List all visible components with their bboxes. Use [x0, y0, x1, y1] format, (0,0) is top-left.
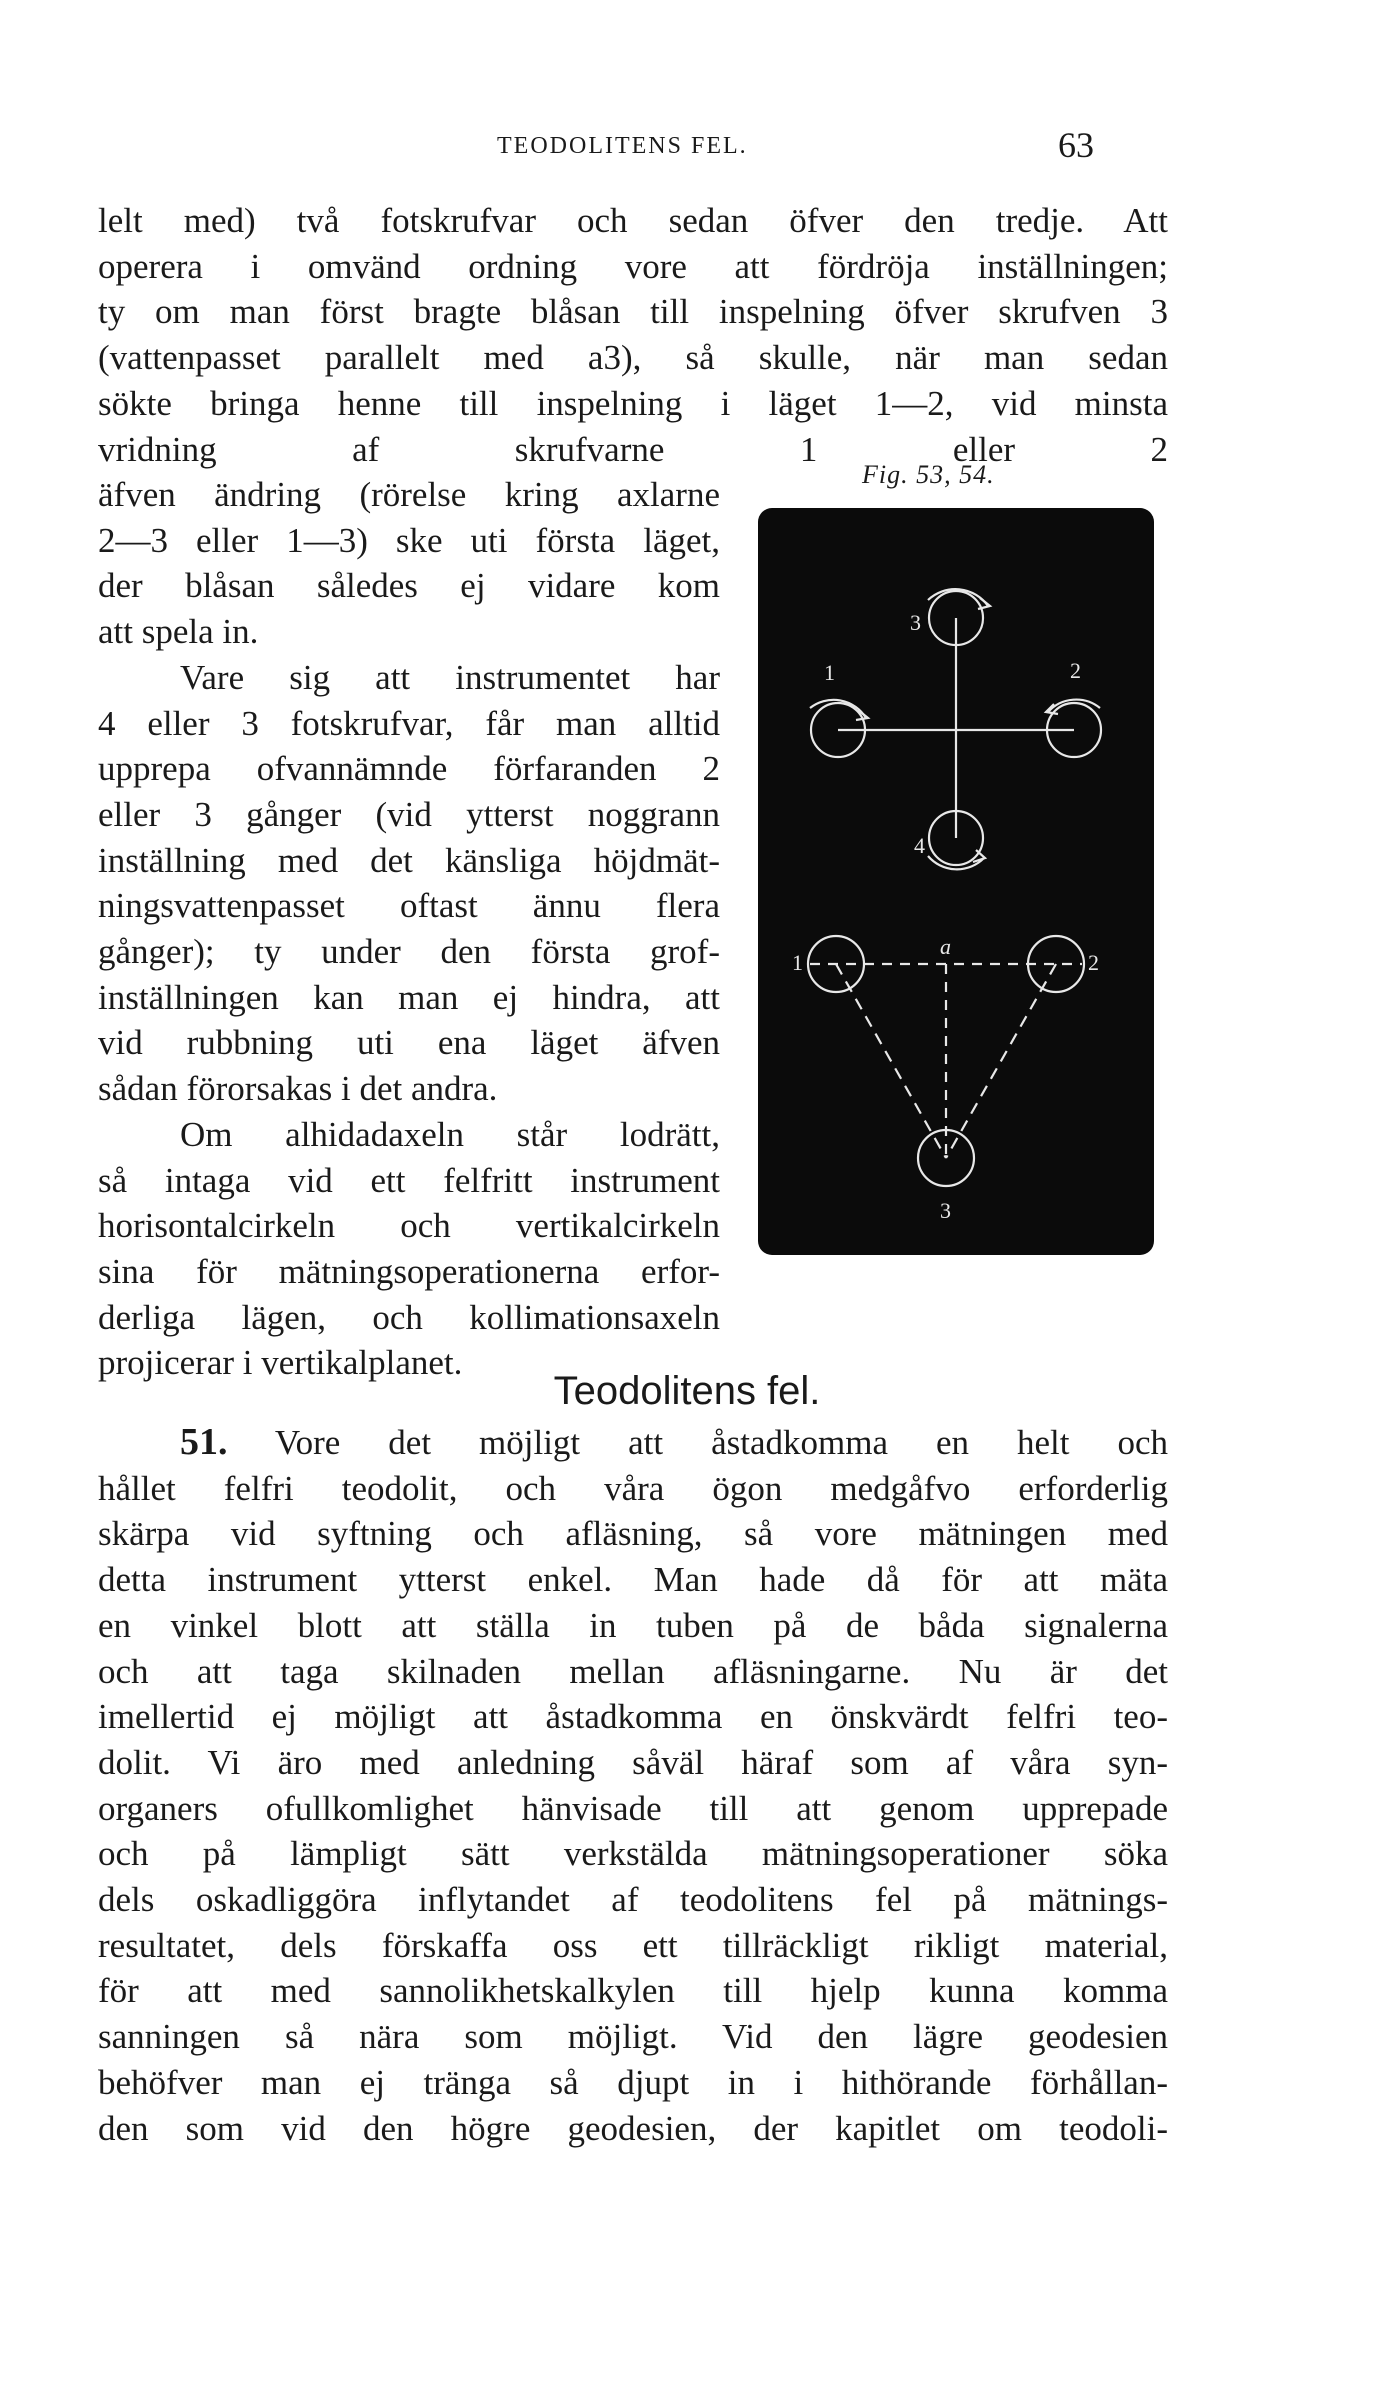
text-line: dels oskadliggöra inflytandet af teodolitens fel på mätnings-	[98, 1880, 1168, 1920]
label-4: 4	[914, 833, 925, 858]
text-line: operera i omvänd ordning vore att fördröja inställningen;	[98, 246, 1168, 286]
text-line: för att med sannolikhetskalkylen till hjelp kunna komma	[98, 1971, 1168, 2011]
text-line: organers ofullkomlighet hänvisade till att genom upprepade	[98, 1788, 1168, 1828]
text-line: att spela in.	[98, 612, 259, 652]
text-line: inställningen kan man ej hindra, att	[98, 977, 720, 1017]
running-title: TEODOLITENS FEL.	[497, 133, 748, 159]
text-line: der blåsan således ej vidare kom	[98, 566, 720, 606]
text-line: sina för mätningsoperationerna erfor-	[98, 1251, 720, 1291]
text-line: resultatet, dels förskaffa oss ett tillräckligt rikligt material,	[98, 1925, 1168, 1965]
label-3: 3	[910, 610, 921, 635]
text-line: lelt med) två fotskrufvar och sedan öfver den tredje. Att	[98, 201, 1168, 240]
text-line: ty om man först bragte blåsan till inspelning öfver skrufven 3	[98, 292, 1168, 332]
section-heading: Teodolitens fel.	[553, 1369, 821, 1414]
text-line: Vare sig att instrumentet har	[180, 657, 720, 697]
page-number: 63	[1058, 125, 1094, 165]
text-line: imellertid ej möjligt att åstadkomma en önskvärdt felfri teo-	[98, 1697, 1168, 1737]
text-line-content: Vore det möjligt att åstadkomma en helt och	[274, 1423, 1169, 1462]
text-line: (vattenpasset parallelt med a3), så skulle, när man sedan	[98, 338, 1168, 378]
section-51-text	[98, 1420, 1168, 2151]
figure-caption: Fig. 53, 54.	[862, 460, 995, 489]
dashed-triangle-side	[836, 964, 946, 1158]
figure-drawing	[758, 508, 1154, 1255]
text-line: inställning med det känsliga höjdmät-	[98, 840, 720, 880]
text-line: vridning af skrufvarne 1 eller 2	[98, 429, 1168, 469]
label-a: a	[940, 934, 951, 959]
text-line: detta instrument ytterst enkel. Man hade då för att mäta	[98, 1560, 1168, 1600]
text-line	[98, 1420, 1168, 1466]
text-line: ningsvattenpasset oftast ännu flera	[98, 886, 720, 926]
text-line: och på lämpligt sätt verkstälda mätningsoperationer söka	[98, 1834, 1168, 1874]
leveling-screw-figure	[758, 508, 1154, 1255]
text-line: sanningen så nära som möjligt. Vid den lägre geodesien	[98, 2017, 1168, 2057]
text-line: och att taga skilnaden mellan afläsningarne. Nu är det	[98, 1651, 1168, 1691]
text-line: behöfver man ej tränga så djupt in i hithörande förhållan-	[98, 2062, 1168, 2102]
text-line: dolit. Vi äro med anledning såväl häraf som af våra syn-	[98, 1742, 1168, 1782]
text-line: upprepa ofvannämnde förfaranden 2	[98, 749, 720, 789]
paragraph-number: 51.	[180, 1421, 228, 1463]
label-2: 2	[1070, 658, 1081, 683]
text-line: skärpa vid syftning och afläsning, så vore mätningen med	[98, 1514, 1168, 1554]
text-line: horisontalcirkeln och vertikalcirkeln	[98, 1206, 720, 1246]
label-1: 1	[792, 950, 803, 975]
text-line: den som vid den högre geodesien, der kapitlet om teodoli-	[98, 2108, 1168, 2148]
text-line: derliga lägen, och kollimationsaxeln	[98, 1297, 720, 1337]
text-line: äfven ändring (rörelse kring axlarne	[98, 475, 720, 514]
text-line: Om alhidadaxeln står lodrätt,	[180, 1114, 720, 1154]
text-line: 2—3 eller 1—3) ske uti första läget,	[98, 520, 720, 560]
label-3: 3	[940, 1198, 951, 1223]
text-line: hållet felfri teodolit, och våra ögon medgåfvo erforderlig	[98, 1468, 1168, 1508]
text-line: 4 eller 3 fotskrufvar, får man alltid	[98, 703, 720, 743]
label-2: 2	[1088, 950, 1099, 975]
text-line: sådan förorsakas i det andra.	[98, 1069, 498, 1109]
text-line: sökte bringa henne till inspelning i läget 1—2, vid minsta	[98, 383, 1168, 423]
text-line: vid rubbning uti ena läget äfven	[98, 1023, 720, 1063]
text-line: så intaga vid ett felfritt instrument	[98, 1160, 720, 1200]
intro-text	[98, 198, 1168, 472]
text-line: en vinkel blott att ställa in tuben på de båda signalerna	[98, 1605, 1168, 1645]
text-line: projicerar i vertikalplanet.	[98, 1343, 463, 1383]
text-line: gånger); ty under den första grof-	[98, 932, 720, 972]
text-line: eller 3 gånger (vid ytterst noggrann	[98, 794, 720, 834]
label-1: 1	[824, 660, 835, 685]
column-text	[98, 472, 720, 1386]
dashed-triangle-side	[946, 964, 1056, 1158]
